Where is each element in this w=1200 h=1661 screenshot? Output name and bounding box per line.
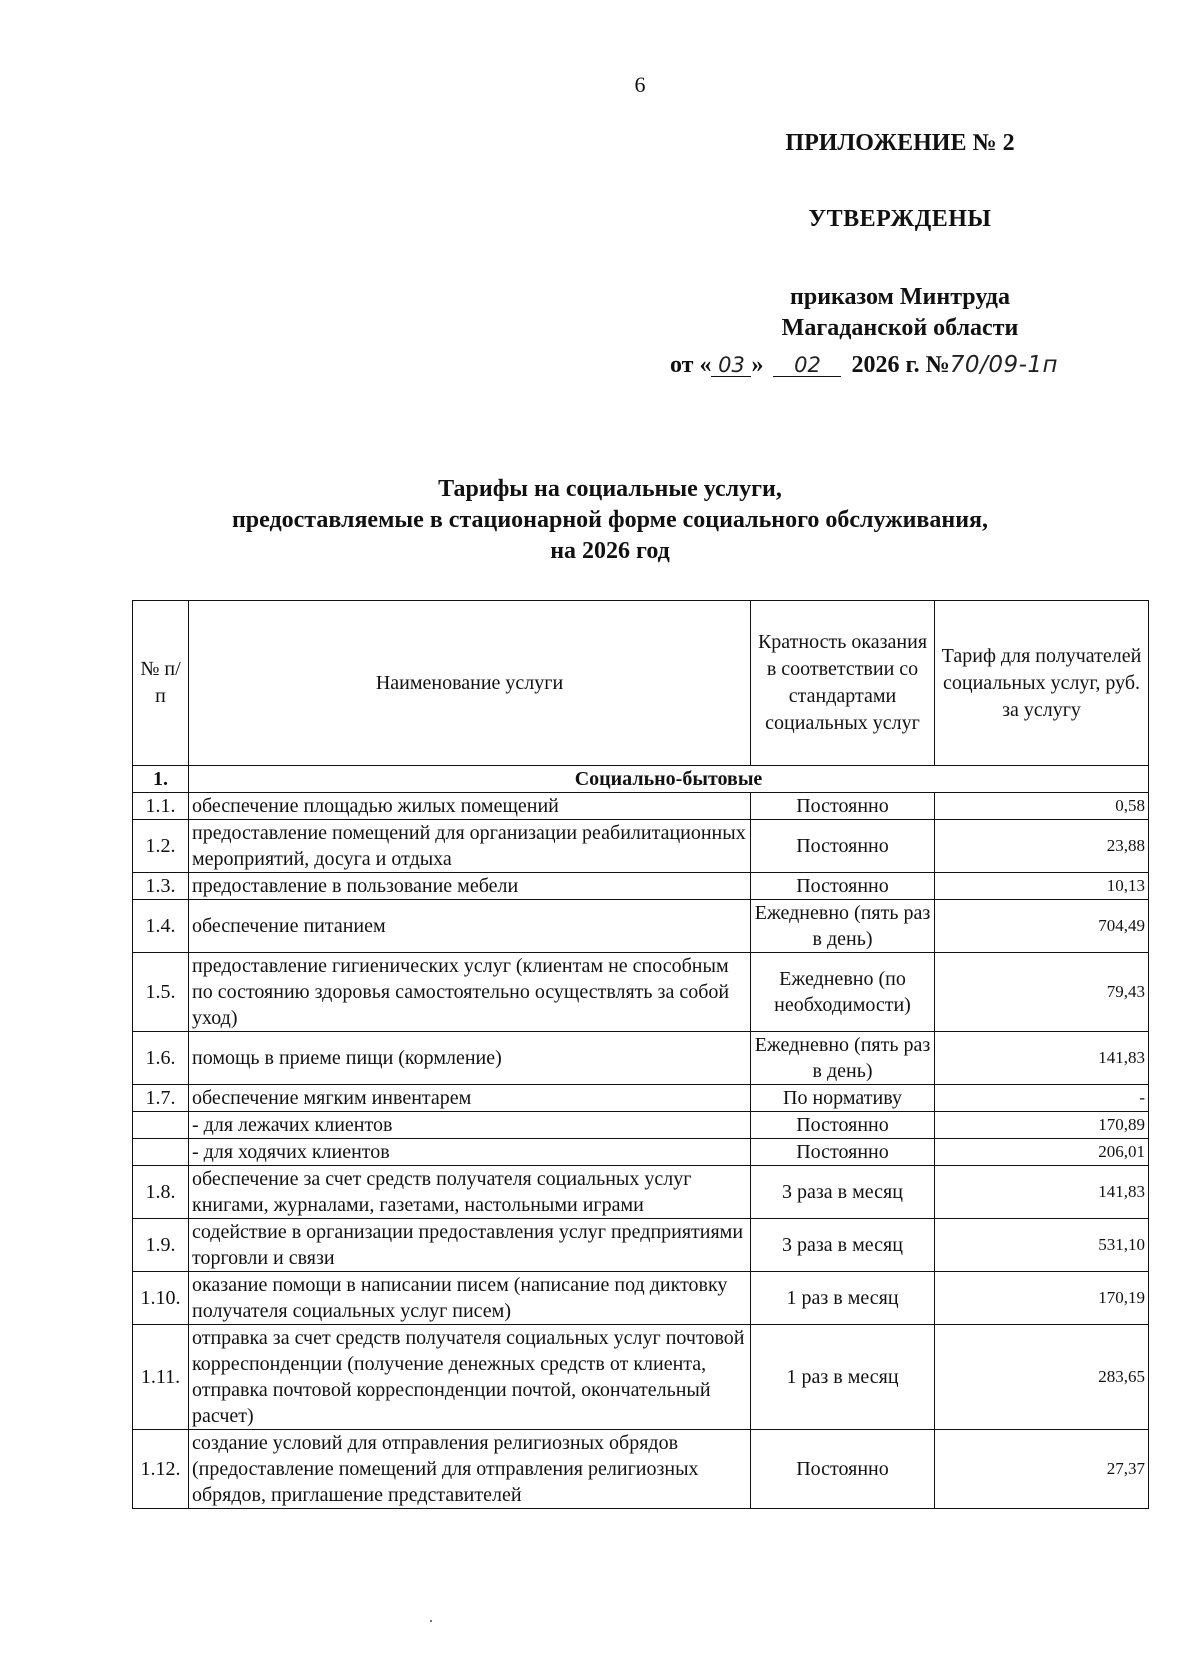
date-month-handwritten: 02 xyxy=(773,354,841,377)
row-frequency: По нормативу xyxy=(751,1085,935,1112)
row-name: обеспечение мягким инвентарем xyxy=(189,1085,751,1112)
title-line-3: на 2026 год xyxy=(550,538,670,564)
row-frequency: Постоянно xyxy=(751,1430,935,1509)
row-name: предоставление гигиенических услуг (клиентам не способным по состоянию здоровья самостоятельно осуществлять за собой уход) xyxy=(189,953,751,1032)
row-num: 1.6. xyxy=(133,1032,189,1085)
table-row xyxy=(133,1272,1149,1325)
header-tariff: Тариф для получателей социальных услуг, руб. за услугу xyxy=(935,601,1149,766)
row-tariff: 141,83 xyxy=(935,1166,1149,1219)
row-name: отправка за счет средств получателя социальных услуг почтовой корреспонденции (получение денежных средств от клиента, отправка почтовой корреспонденции почтой, окончательный расчет) xyxy=(189,1325,751,1430)
row-num: 1.10. xyxy=(133,1272,189,1325)
row-num: 1.2. xyxy=(133,820,189,873)
row-frequency: 1 раз в месяц xyxy=(751,1325,935,1430)
row-name: оказание помощи в написании писем (написание под диктовку получателя социальных услуг писем) xyxy=(189,1272,751,1325)
row-num: 1.1. xyxy=(133,793,189,820)
table-row xyxy=(133,1112,1149,1139)
order-line-2: Магаданской области xyxy=(781,315,1019,341)
table-row xyxy=(133,873,1149,900)
row-frequency: Ежедневно (пять раз в день) xyxy=(751,1032,935,1085)
row-frequency: 3 раза в месяц xyxy=(751,1219,935,1272)
table-row xyxy=(133,953,1149,1032)
header-frequency: Кратность оказания в соответствии со стандартами социальных услуг xyxy=(751,601,935,766)
date-mid: » xyxy=(751,352,764,378)
row-frequency: Постоянно xyxy=(751,1112,935,1139)
row-tariff: 170,89 xyxy=(935,1112,1149,1139)
order-line-1: приказом Минтруда xyxy=(790,284,1010,310)
table-row xyxy=(133,793,1149,820)
row-frequency: Постоянно xyxy=(751,793,935,820)
header-num: № п/п xyxy=(133,601,189,766)
table-row xyxy=(133,1166,1149,1219)
title-line-1: Тарифы на социальные услуги, xyxy=(438,476,782,502)
row-frequency: 1 раз в месяц xyxy=(751,1272,935,1325)
row-name: создание условий для отправления религиозных обрядов (предоставление помещений для отправления религиозных обрядов, приглашение представителей xyxy=(189,1430,751,1509)
row-num: 1.9. xyxy=(133,1219,189,1272)
date-day-handwritten: 03 xyxy=(711,354,751,377)
row-name: обеспечение площадью жилых помещений xyxy=(189,793,751,820)
row-tariff: 206,01 xyxy=(935,1139,1149,1166)
tariffs-table xyxy=(132,600,1149,1509)
date-year: 2026 г. № xyxy=(851,352,950,378)
row-frequency: Постоянно xyxy=(751,1139,935,1166)
section-title: Социально-бытовые xyxy=(189,766,1149,793)
row-tariff: 10,13 xyxy=(935,873,1149,900)
row-tariff: 283,65 xyxy=(935,1325,1149,1430)
section-num: 1. xyxy=(133,766,189,793)
table-row xyxy=(133,1430,1149,1509)
row-tariff: 170,19 xyxy=(935,1272,1149,1325)
row-num xyxy=(133,1112,189,1139)
row-name: обеспечение за счет средств получателя социальных услуг книгами, журналами, газетами, настольными играми xyxy=(189,1166,751,1219)
table-row xyxy=(133,1085,1149,1112)
table-header-row xyxy=(133,601,1149,766)
row-frequency: 3 раза в месяц xyxy=(751,1166,935,1219)
header-name: Наименование услуги xyxy=(189,601,751,766)
row-num: 1.3. xyxy=(133,873,189,900)
order-number-handwritten: 70/09-1п xyxy=(949,352,1059,378)
row-name: предоставление помещений для организации реабилитационных мероприятий, досуга и отдыха xyxy=(189,820,751,873)
appendix-heading: ПРИЛОЖЕНИЕ № 2 xyxy=(785,130,1015,156)
date-prefix: от « xyxy=(670,352,712,378)
row-num: 1.11. xyxy=(133,1325,189,1430)
row-tariff: 704,49 xyxy=(935,900,1149,953)
table-row xyxy=(133,1219,1149,1272)
page-number: 6 xyxy=(634,72,646,97)
scan-speck xyxy=(430,1620,432,1622)
row-frequency: Постоянно xyxy=(751,873,935,900)
row-name: - для лежачих клиентов xyxy=(189,1112,751,1139)
table-row xyxy=(133,1325,1149,1430)
approved-heading: УТВЕРЖДЕНЫ xyxy=(808,206,992,232)
row-num: 1.4. xyxy=(133,900,189,953)
row-num: 1.7. xyxy=(133,1085,189,1112)
row-tariff: 27,37 xyxy=(935,1430,1149,1509)
order-issuer xyxy=(600,282,1200,344)
row-name: предоставление в пользование мебели xyxy=(189,873,751,900)
table-row xyxy=(133,820,1149,873)
row-num xyxy=(133,1139,189,1166)
row-frequency: Ежедневно (по необходимости) xyxy=(751,953,935,1032)
section-row xyxy=(133,766,1149,793)
row-tariff: 0,58 xyxy=(935,793,1149,820)
row-num: 1.5. xyxy=(133,953,189,1032)
row-name: содействие в организации предоставления услуг предприятиями торговли и связи xyxy=(189,1219,751,1272)
title-line-2: предоставляемые в стационарной форме социального обслуживания, xyxy=(231,507,989,533)
table-row xyxy=(133,1032,1149,1085)
row-tariff: 23,88 xyxy=(935,820,1149,873)
row-name: помощь в приеме пищи (кормление) xyxy=(189,1032,751,1085)
row-frequency: Ежедневно (пять раз в день) xyxy=(751,900,935,953)
row-num: 1.12. xyxy=(133,1430,189,1509)
table-row xyxy=(133,1139,1149,1166)
row-frequency: Постоянно xyxy=(751,820,935,873)
row-tariff: 531,10 xyxy=(935,1219,1149,1272)
row-name: - для ходячих клиентов xyxy=(189,1139,751,1166)
document-title xyxy=(170,474,1050,567)
row-tariff: 79,43 xyxy=(935,953,1149,1032)
row-num: 1.8. xyxy=(133,1166,189,1219)
row-tariff: - xyxy=(935,1085,1149,1112)
row-name: обеспечение питанием xyxy=(189,900,751,953)
order-date-line xyxy=(670,352,1150,379)
table-row xyxy=(133,900,1149,953)
row-tariff: 141,83 xyxy=(935,1032,1149,1085)
